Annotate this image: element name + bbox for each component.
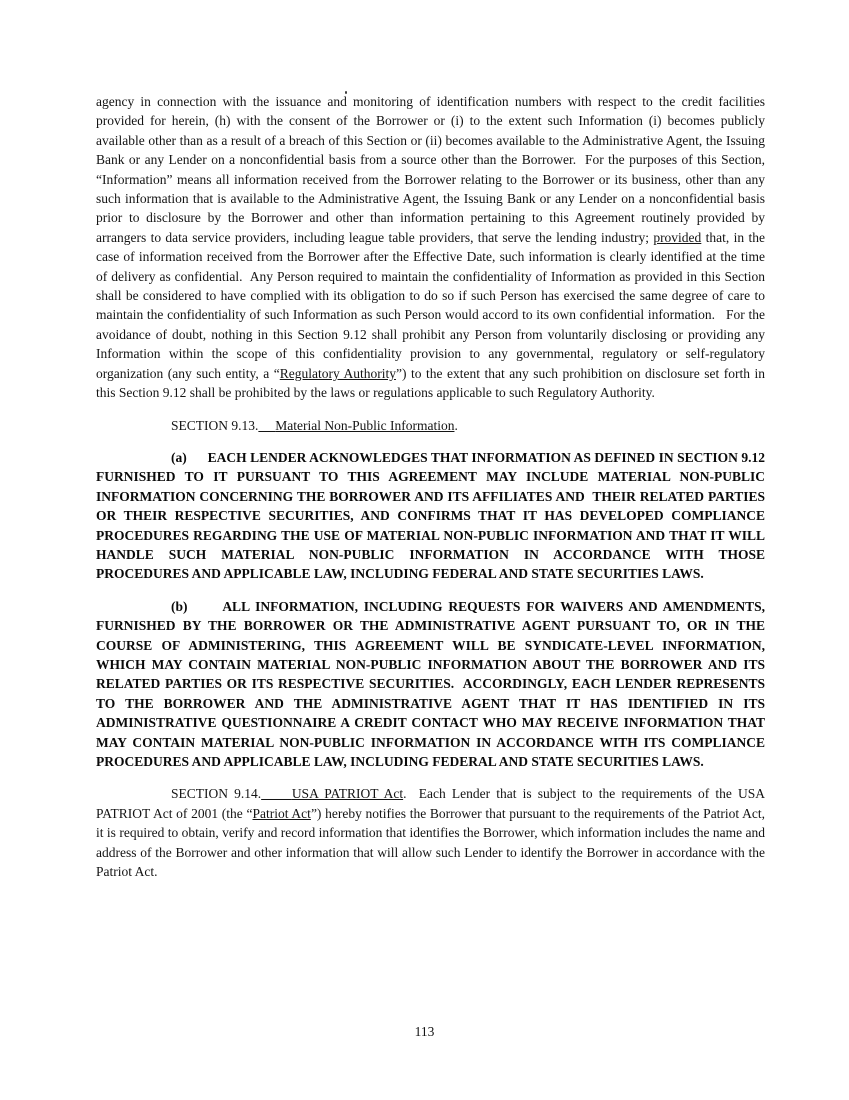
section-9-13-heading [96,416,765,435]
defined-term-regulatory-authority: Regulatory Authority [279,365,396,381]
section-9-14-tab [261,786,292,801]
paragraph-a-tab [187,450,208,465]
paragraph-9-12-text: that, in the case of information received from the Borrower after the Effective Date, such information is clearly identified at the time of delivery as confidential. Any Person required to maintain the confidentiality of Information as provided in this Section shall be considered to have complied with its obligation to do so if such Person has exercised the same degree of care to maintain the confidentiality of such Information as such Person would accord to its own confidential information. For the avoidance of doubt, nothing in this Section 9.12 shall prohibit any Person from voluntarily disclosing or providing any Information within the scope of this confidentiality provision to any governmental, regulatory or self-regulatory organization (any such entity, a “ [96,229,765,381]
paragraph-b [96,597,765,772]
page-content [96,92,765,894]
paragraph-b-text: ALL INFORMATION, INCLUDING REQUESTS FOR WAIVERS AND AMENDMENTS, FURNISHED BY THE BORROWER OR THE ADMINISTRATIVE AGENT PURSUANT TO, OR IN THE COURSE OF ADMINISTERING, THIS AGREEMENT WILL BE SYNDICATE-LEVEL INFORMATION, WHICH MAY CONTAIN MATERIAL NON-PUBLIC INFORMATION ABOUT THE BORROWER AND ITS RELATED PARTIES OR ITS RESPECTIVE SECURITIES. ACCORDINGLY, EACH LENDER REPRESENTS TO THE BORROWER AND THE ADMINISTRATIVE AGENT THAT IT HAS IDENTIFIED IN ITS ADMINISTRATIVE QUESTIONNAIRE A CREDIT CONTACT WHO MAY RECEIVE INFORMATION THAT MAY CONTAIN MATERIAL NON-PUBLIC INFORMATION IN ACCORDANCE WITH ITS COMPLIANCE PROCEDURES AND APPLICABLE LAW, INCLUDING FEDERAL AND STATE SECURITIES LAWS. [96,598,766,769]
section-9-14-title: USA PATRIOT Act [291,786,404,802]
section-9-13-title: Material Non-Public Information [275,417,455,433]
page-number: 113 [414,1024,435,1039]
paragraph-9-12-text: ”) to the extent that any such prohibition on disclosure set forth in this Section 9.12 shall be prohibited by the laws or regulations applicable to such Regulatory Authority. [96,365,765,401]
paragraph-b-marker: (b) [171,598,188,614]
paragraph-9-14 [96,784,765,881]
paragraph-9-14-text: . Each Lender that is subject to the requirements of the USA PATRIOT Act of 2001 (the “ [96,786,766,821]
paragraph-a-text: EACH LENDER ACKNOWLEDGES THAT INFORMATION AS DEFINED IN SECTION 9.12 FURNISHED TO IT PURSUANT TO THIS AGREEMENT MAY INCLUDE MATERIAL NON-PUBLIC INFORMATION CONCERNING THE BORROWER AND ITS AFFILIATES AND THEIR RELATED PARTIES OR THEIR RESPECTIVE SECURITIES, AND CONFIRMS THAT IT HAS DEVELOPED COMPLIANCE PROCEDURES REGARDING THE USE OF MATERIAL NON-PUBLIC INFORMATION AND THAT IT WILL HANDLE SUCH MATERIAL NON-PUBLIC INFORMATION IN ACCORDANCE WITH THOSE PROCEDURES AND APPLICABLE LAW, INCLUDING FEDERAL AND STATE SECURITIES LAWS. [96,449,765,582]
paragraph-9-12-continuation [96,92,765,403]
defined-term-patriot-act: Patriot Act [252,805,311,821]
section-9-13-period: . [454,417,458,433]
section-9-13-tab [258,418,275,433]
paragraph-9-12-text: agency in connection with the issuance and monitoring of identification numbers with respect to the credit facilities provided for herein, (h) with the consent of the Borrower or (i) to the extent such Information (i) becomes publicly available other than as a result of a breach of this Section or (ii) becomes available to the Administrative Agent, the Issuing Bank or any Lender on a nonconfidential basis from a source other than the Borrower. For the purposes of this Section, “Information” means all information received from the Borrower relating to the Borrower or its business, other than any such information that is available to the Administrative Agent, the Issuing Bank or any Lender on a nonconfidential basis prior to disclosure by the Borrower and other than information pertaining to this Agreement routinely provided by arrangers to data service providers, including league table providers, that serve the lending industry; [96,94,765,245]
defined-term-provided: provided [653,229,702,245]
section-9-13-label: SECTION 9.13. [171,417,259,433]
section-9-14-label: SECTION 9.14. [171,786,262,802]
paragraph-a [96,448,765,584]
paragraph-b-tab [188,599,223,614]
paragraph-a-marker: (a) [171,449,187,465]
paragraph-9-14-text: ”) hereby notifies the Borrower that pursuant to the requirements of the Patriot Act, it is required to obtain, verify and record information that identifies the Borrower, which information includes the name and address of the Borrower and other information that will allow such Lender to identify the Borrower in accordance with the Patriot Act. [96,805,765,880]
